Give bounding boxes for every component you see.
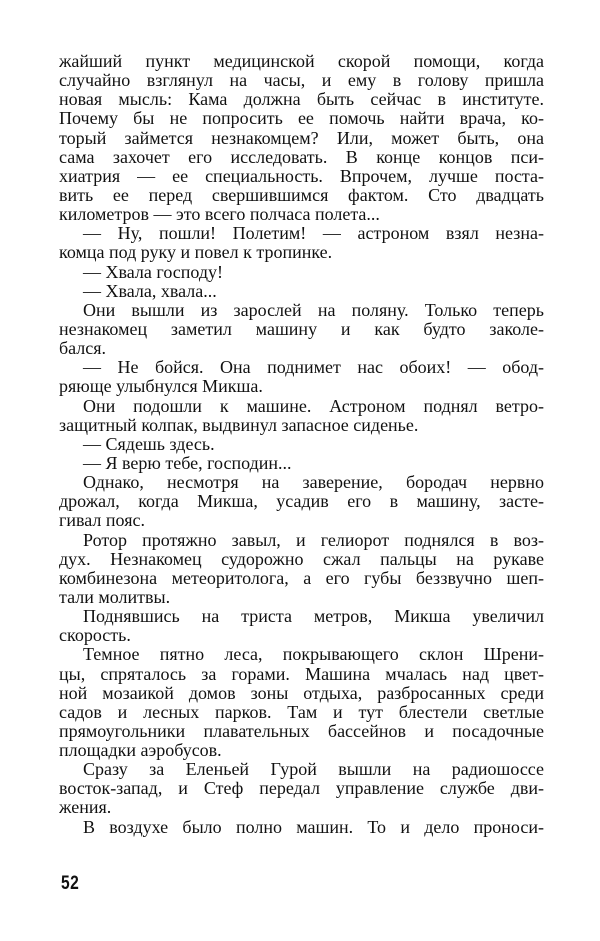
text-line: вить ее перед свершившимся фактом. Сто двадцать [59, 185, 544, 205]
text-line: тали молитвы. [59, 587, 171, 607]
text-line: дух. Незнакомец судорожно сжал пальцы на рукаве [59, 549, 544, 569]
text-line: комбинезона метеоритолога, а его губы беззвучно шеп- [59, 568, 544, 588]
text-line: Поднявшись на триста метров, Микша увеличил [83, 607, 544, 627]
text-line: гивал пояс. [59, 511, 145, 531]
text-line: жения. [59, 798, 112, 818]
text-line: — Ну, пошли! Полетим! — астроном взял незна- [83, 224, 544, 244]
text-line: — Хвала, хвала... [83, 281, 217, 301]
text-line: Темное пятно леса, покрывающего склон Шрени- [83, 645, 544, 665]
text-line: прямоугольники плавательных бассейнов и посадочные [59, 721, 544, 741]
text-line: случайно взглянул на часы, и ему в голову пришла [59, 71, 544, 91]
text-line: — Не бойся. Она поднимет нас обоих! — обод- [83, 358, 544, 378]
text-line: хиатрия — ее специальность. Впрочем, лучше поста- [59, 166, 544, 186]
text-line: дрожал, когда Микша, усадив его в машину, засте- [59, 492, 544, 512]
text-line: садов и лесных парков. Там и тут блестели светлые [59, 702, 544, 722]
text-line: защитный колпак, выдвинул запасное сиденье. [59, 415, 419, 435]
text-line: Они подошли к машине. Астроном поднял ветро- [83, 396, 544, 416]
text-line: Ротор протяжно завыл, и гелиорот поднялся в воз- [83, 530, 544, 550]
text-line: километров — это всего полчаса полета... [59, 205, 380, 225]
text-line: В воздухе было полно машин. То и дело проноси- [83, 817, 544, 837]
text-line: Они вышли из зарослей на поляну. Только теперь [83, 300, 544, 320]
text-line: Однако, несмотря на заверение, бородач нервно [83, 473, 544, 493]
text-line: площадки аэробусов. [59, 741, 222, 761]
text-line: сама захочет его исследовать. В конце концов пси- [59, 147, 544, 167]
text-column [59, 52, 544, 837]
text-line: комца под руку и повел к тропинке. [59, 243, 333, 263]
text-line: Сразу за Еленьей Гурой вышли на радиошоссе [83, 760, 544, 780]
text-line: бался. [59, 339, 107, 359]
page-number: 52 [61, 873, 80, 894]
text-line: цы, спряталось за горами. Машина мчалась над цвет- [59, 664, 544, 684]
text-line: скорость. [59, 626, 131, 646]
text-line: торый займется незнакомцем? Или, может быть, она [59, 128, 544, 148]
text-line: Почему бы не попросить ее помочь найти врача, ко- [59, 109, 544, 129]
text-line: ной мозаикой домов зоны отдыха, разбросанных среди [59, 683, 544, 703]
text-line: жайший пункт медицинской скорой помощи, когда [59, 52, 544, 71]
text-line: — Хвала господу! [83, 262, 224, 282]
text-line: восток-запад, и Стеф передал управление службе дви- [59, 779, 544, 799]
text-line: новая мысль: Кама должна быть сейчас в институте. [59, 90, 544, 110]
text-line: ряюще улыбнулся Микша. [59, 377, 263, 397]
text-line: незнакомец заметил машину и как будто заколе- [59, 319, 544, 339]
text-line: — Сядешь здесь. [83, 434, 215, 454]
text-line: — Я верю тебе, господин... [83, 453, 292, 473]
